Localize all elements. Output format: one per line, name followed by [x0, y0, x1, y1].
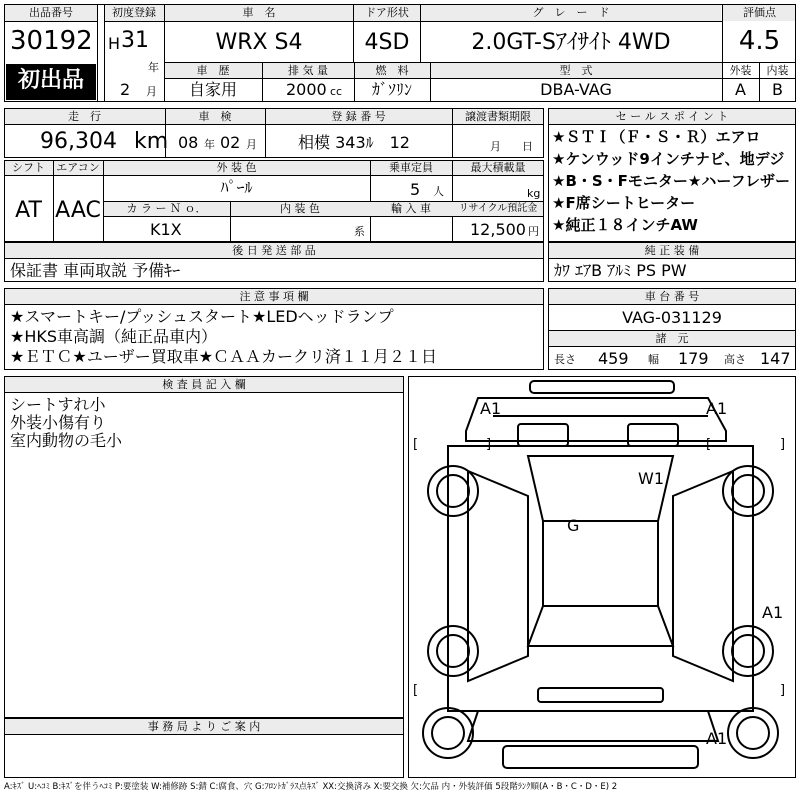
body-color-label: 外 装 色	[216, 161, 257, 174]
chassis-number: VAG-031129	[622, 308, 722, 327]
aircon: AAC	[55, 198, 101, 223]
height: 147	[760, 349, 791, 368]
dimensions-label: 諸 元	[655, 332, 689, 345]
car-outline-diagram	[408, 376, 796, 778]
capacity-label: 乗車定員	[389, 161, 433, 174]
caution-line-1: ★スマートキー/プッシュスタート★LEDヘッドランプ	[10, 307, 394, 326]
grade-label: グ レ ー ド	[532, 6, 610, 19]
svg-text:[: [	[706, 437, 712, 452]
model-code: DBA-VAG	[540, 80, 612, 99]
svg-text:]: ]	[780, 437, 786, 452]
aircon-label: エアコン	[56, 161, 100, 174]
score: 4.5	[738, 26, 781, 56]
standard-equipment: ｶﾜ ｴｱB ｱﾙﾐ PS PW	[554, 261, 687, 280]
capacity: 5	[410, 180, 421, 199]
interior-color-label: 内 装 色	[280, 202, 320, 215]
lot-number-label: 出品番号	[29, 6, 73, 19]
damage-mark-glass: G	[567, 516, 580, 535]
caution-line-2: ★HKS車高調（純正品車内）	[10, 327, 218, 346]
inspector-note-3: 室内動物の毛小	[10, 431, 123, 450]
inspector-note-1: シートすれ小	[10, 395, 106, 414]
grade: 2.0GT-Sｱｲｻｲﾄ 4WD	[471, 30, 671, 55]
damage-mark-bottom: A1	[706, 729, 728, 748]
office-label: 事 務 局 よ り ご 案 内	[147, 720, 261, 733]
door-label: ドア形状	[365, 6, 409, 19]
length-label: 長さ	[554, 353, 576, 366]
fuel-label: 燃 料	[375, 64, 409, 77]
inspection-label: 車 検	[198, 110, 232, 123]
model-code-label: 型 式	[559, 64, 593, 77]
color-number-label: カ ラ ー Ｎ ｏ．	[126, 202, 207, 215]
history-label: 車 歴	[196, 64, 230, 77]
inspector-note-2: 外装小傷有り	[10, 413, 107, 432]
import-label: 輸 入 車	[391, 202, 431, 215]
later-parts-label: 後 日 発 送 部 品	[232, 244, 316, 257]
width-label: 幅	[648, 353, 659, 366]
body-color: ﾊﾟｰﾙ	[220, 178, 253, 197]
sales-point-5: ★純正１８インチAW	[552, 216, 698, 234]
recycle-label: リサイクル預託金	[458, 203, 538, 214]
exterior-grade: A	[735, 80, 746, 99]
car-name: WRX S4	[215, 30, 303, 55]
svg-text:[: [	[413, 683, 419, 698]
recycle-fee: 12,500	[470, 220, 526, 239]
era: H	[108, 34, 121, 53]
color-number: K1X	[150, 220, 182, 239]
registration-number: 相模 343ﾙ 12	[298, 133, 410, 152]
legend: A:ｷｽﾞ U:ﾍｺﾐ B:ｷｽﾞを伴うﾍｺﾐ P:要塗装 W:補修跡 S:錆 C:腐食、穴 G:ﾌﾛﾝﾄｶﾞﾗｽ点ｷｽﾞ XX:交換済み X:要交換 欠:欠品 内・外装評価 5段階ﾗﾝｸ順(A・B・C・D・E) 2	[4, 782, 618, 792]
caution-line-3: ★ＥＴＣ★ユーザー買取車★ＣＡＡカークリ済１１月２１日	[10, 347, 438, 366]
reg-year: 31	[121, 28, 149, 53]
transfer-day-unit: 日	[522, 140, 533, 153]
reg-month: 2	[120, 80, 131, 99]
inspection-year-unit: 年	[204, 138, 215, 151]
sales-point-3: ★B・S・Fモニター★ハーフレザー	[552, 172, 791, 190]
interior-color-suffix: 系	[354, 225, 365, 238]
transfer-month-unit: 月	[490, 140, 501, 153]
sales-point-2: ★ケンウッド9インチナビ、地デジ	[552, 150, 785, 168]
shift: AT	[15, 198, 42, 223]
inspection-year: 08	[178, 133, 199, 152]
first-listing-text: 初出品	[17, 68, 84, 93]
door-type: 4SD	[364, 30, 410, 55]
length: 459	[598, 349, 629, 368]
svg-text:]: ]	[780, 683, 786, 698]
svg-text:[: [	[413, 437, 419, 452]
kg-unit: kg	[527, 187, 541, 200]
exterior-label: 外装	[729, 64, 752, 77]
yen-unit: 円	[528, 225, 539, 238]
person-unit: 人	[433, 185, 444, 198]
inspection-month-unit: 月	[246, 138, 257, 151]
lot-number: 30192	[10, 26, 93, 56]
cc-unit: cc	[330, 85, 343, 98]
sales-point-4: ★F席シートヒーター	[552, 194, 696, 212]
inspection-month: 02	[220, 133, 241, 152]
interior-label: 内装	[766, 64, 789, 77]
standard-equipment-label: 純 正 装 備	[644, 244, 700, 257]
max-load-label: 最大積載量	[470, 161, 526, 174]
caution-label: 注 意 事 項 欄	[239, 290, 309, 303]
year-unit: 年	[148, 61, 159, 74]
sales-points-label: セ ー ル ス ポ イ ン ト	[615, 110, 729, 123]
sales-point-1: ★ＳＴＩ（Ｆ・Ｓ・Ｒ）エアロ	[552, 128, 761, 146]
shift-label: シフト	[12, 161, 45, 174]
svg-text:]: ]	[486, 437, 492, 452]
height-label: 高さ	[724, 353, 746, 366]
registration-number-label: 登 録 番 号	[331, 110, 386, 123]
mileage: 96,304	[40, 129, 117, 154]
history: 自家用	[188, 80, 237, 99]
chassis-number-label: 車 台 番 号	[644, 290, 700, 303]
interior-grade: B	[772, 80, 783, 99]
displacement-label: 排 気 量	[288, 64, 328, 77]
damage-mark-front-right: A1	[706, 399, 728, 418]
score-label: 評価点	[743, 6, 776, 19]
km-unit: km	[134, 129, 169, 154]
width: 179	[678, 349, 709, 368]
car-name-label: 車 名	[242, 6, 276, 19]
damage-mark-right: A1	[762, 603, 784, 622]
first-registration-label: 初度登録	[112, 6, 156, 19]
month-unit: 月	[146, 85, 157, 98]
damage-mark-w1: W1	[638, 469, 664, 488]
transfer-deadline-label: 譲渡書類期限	[465, 110, 531, 123]
displacement: 2000	[286, 80, 327, 99]
damage-mark-front-left: A1	[480, 399, 502, 418]
mileage-label: 走 行	[68, 110, 101, 123]
fuel: ｶﾞｿﾘﾝ	[371, 80, 412, 99]
inspector-label: 検 査 員 記 入 欄	[162, 378, 246, 391]
later-parts: 保証書 車両取説 予備ｷｰ	[10, 261, 181, 280]
